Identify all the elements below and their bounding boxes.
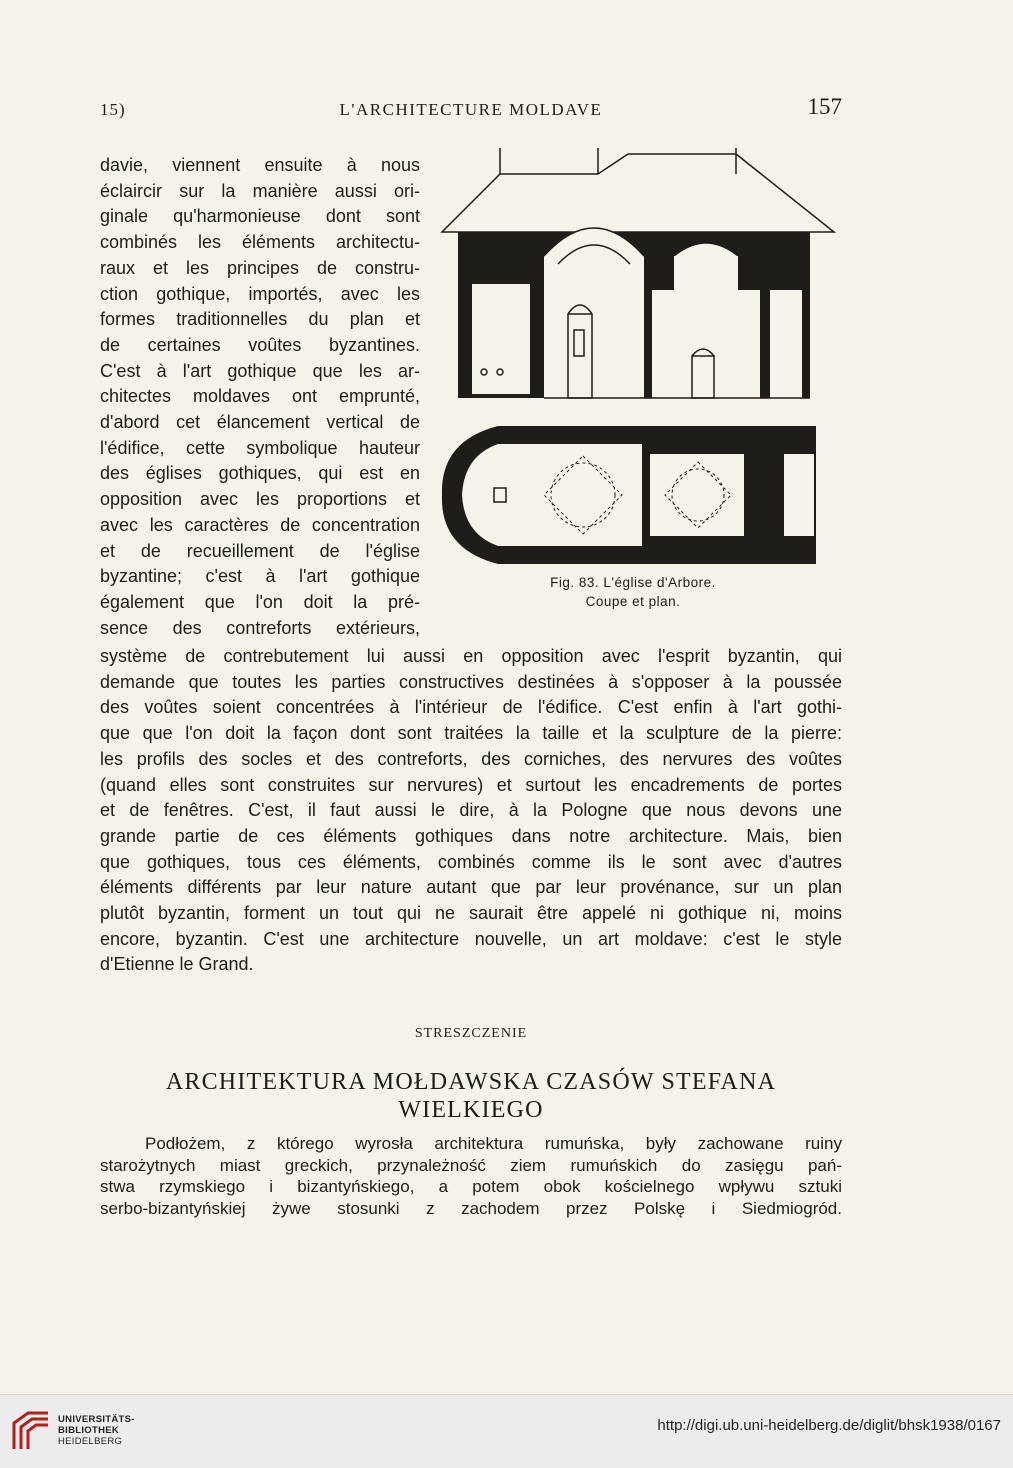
narrow-column-text — [100, 153, 420, 641]
text-line: avec les caractères de concentration — [100, 514, 420, 535]
caption-line: Fig. 83. L'église d'Arbore. — [550, 575, 716, 590]
text-line: de certaines voûtes byzantines. — [100, 334, 420, 355]
text-line: demande que toutes les parties constructives destinées à s'opposer à la poussée — [100, 671, 842, 692]
text-line: et de recueillement de l'église — [100, 540, 420, 561]
text-line: sence des contreforts extérieurs, — [100, 617, 420, 638]
text-line: starożytnych miast greckich, przynależność ziem rumuńskich do zasięgu pań- — [100, 1155, 842, 1175]
figure-caption — [438, 573, 828, 611]
text-line: également que l'on doit la pré- — [100, 591, 420, 612]
plan-drawing — [442, 426, 816, 564]
abstract-body — [100, 1133, 842, 1219]
library-name-line: HEIDELBERG — [58, 1436, 123, 1447]
text-line: des voûtes soient concentrées à l'intérieur de l'édifice. C'est enfin à l'art gothi- — [100, 697, 842, 718]
running-title: L'ARCHITECTURE MOLDAVE — [339, 100, 603, 119]
text-line: que gothiques, tous ces éléments, combinés comme ils le sont avec d'autres — [100, 851, 842, 872]
text-line: encore, byzantin. C'est une architecture nouvelle, un art moldave: c'est le style — [100, 928, 842, 949]
page-number: 157 — [807, 94, 842, 119]
text-line: et de fenêtres. C'est, il faut aussi le dire, à la Pologne que nous devons une — [100, 800, 842, 821]
caption-line: Coupe et plan. — [585, 594, 681, 609]
permalink-url[interactable]: http://digi.ub.uni-heidelberg.de/diglit/bhsk1938/0167 — [657, 1417, 1001, 1434]
text-line: grande partie de ces éléments gothiques dans notre architecture. Mais, bien — [100, 825, 842, 846]
text-line: éclaircir sur la manière aussi ori- — [100, 180, 420, 201]
text-line: éléments différents par leur nature autant que par leur provénance, sur un plan — [100, 877, 842, 898]
library-name-line: BIBLIOTHEK — [58, 1425, 120, 1436]
text-line: opposition avec les proportions et — [100, 489, 420, 510]
church-section-and-plan-figure — [438, 144, 838, 574]
text-line: formes traditionnelles du plan et — [100, 309, 420, 330]
library-name-line: UNIVERSITÄTS- — [58, 1414, 135, 1425]
section-drawing — [442, 148, 834, 398]
text-line: que que l'on doit la façon dont sont traitées la taille et la sculpture de la pierre: — [100, 723, 842, 744]
running-head — [100, 96, 842, 126]
library-footer-bar — [0, 1394, 1013, 1468]
library-logo-icon — [10, 1409, 52, 1453]
text-line: byzantine; c'est à l'art gothique — [100, 566, 420, 587]
abstract-heading: STRESZCZENIE — [414, 1026, 528, 1041]
library-name — [58, 1414, 135, 1447]
text-line: ction gothique, importés, avec les — [100, 283, 420, 304]
abstract-title — [100, 1068, 842, 1124]
text-line: raux et les principes de constru- — [100, 257, 420, 278]
text-line: d'Etienne le Grand. — [100, 954, 254, 975]
text-line: chitectes moldaves ont emprunté, — [100, 386, 420, 407]
text-line: l'édifice, cette symbolique hauteur — [100, 437, 420, 458]
text-line: les profils des socles et des contreforts, des corniches, des nervures des voûtes — [100, 748, 842, 769]
abstract-title-line: WIELKIEGO — [398, 1097, 544, 1123]
text-line: combinés les éléments architectu- — [100, 232, 420, 253]
text-line: plutôt byzantin, forment un tout qui ne saurait être appelé ni gothique ni, moins — [100, 903, 842, 924]
text-line: des églises gothiques, qui est en — [100, 463, 420, 484]
text-line: Podłożem, z którego wyrosła architektura rumuńska, były zachowane ruiny — [145, 1134, 842, 1153]
text-line: davie, viennent ensuite à nous — [100, 155, 420, 175]
text-line: C'est à l'art gothique que les ar- — [100, 360, 420, 381]
full-width-text — [100, 644, 842, 978]
text-line: serbo-bizantyńskiej żywe stosunki z zachodem przez Polskę i Siedmiogród. — [100, 1198, 842, 1218]
text-line: stwa rzymskiego i bizantyńskiego, a potem obok kościelnego wpływu sztuki — [100, 1177, 842, 1196]
text-line: système de contrebutement lui aussi en opposition avec l'esprit byzantin, qui — [100, 646, 842, 666]
section-number: 15) — [100, 100, 126, 119]
text-line: (quand elles sont construites sur nervures) et surtout les encadrements de portes — [100, 774, 842, 795]
abstract-title-line: ARCHITEKTURA MOŁDAWSKA CZASÓW STEFANA — [165, 1069, 777, 1095]
text-line: ginale qu'harmonieuse dont sont — [100, 206, 420, 227]
text-line: d'abord cet élancement vertical de — [100, 412, 420, 433]
